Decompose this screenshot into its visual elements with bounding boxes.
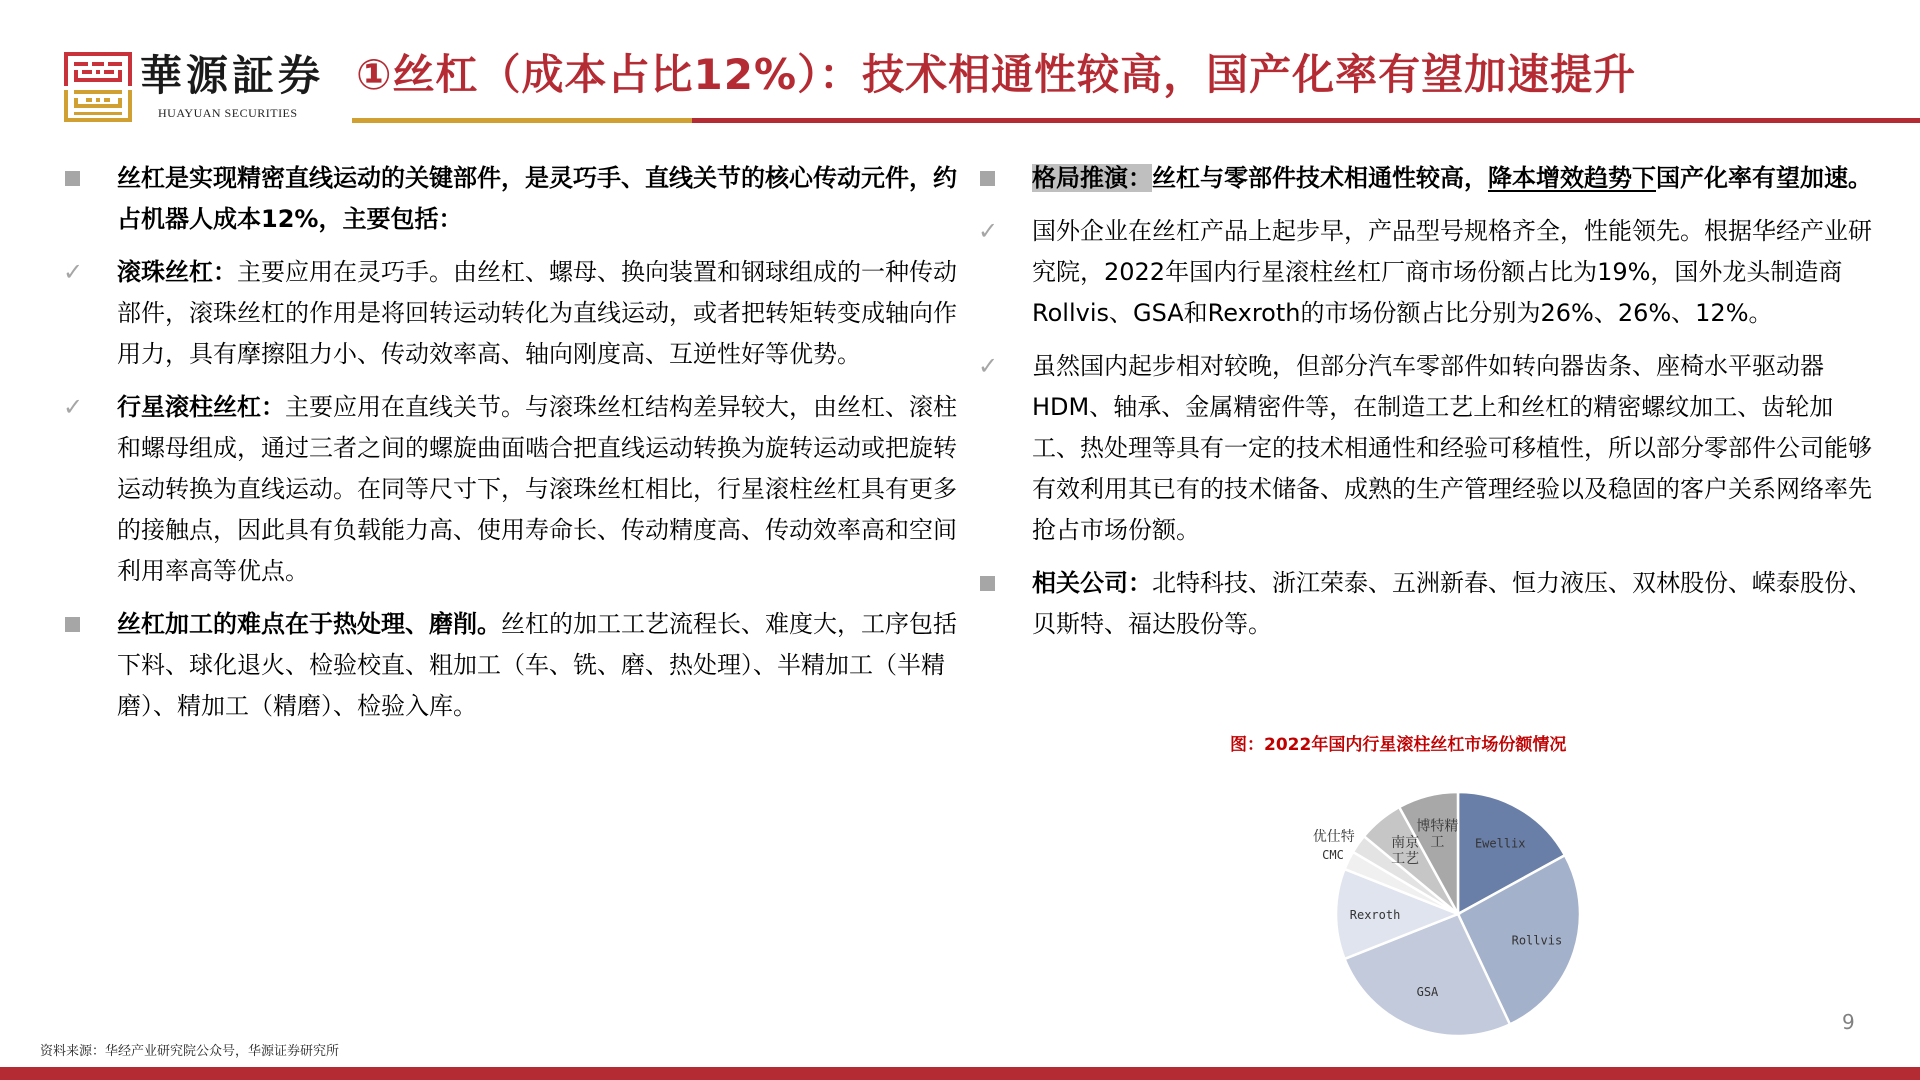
source-note: 资料来源：华经产业研究院公众号，华源证券研究所 bbox=[40, 1044, 340, 1059]
bullet-item bbox=[60, 604, 960, 727]
pie-slice-label: 博特精工 bbox=[1416, 818, 1459, 851]
huayuan-logo-icon bbox=[62, 50, 134, 124]
item-body: 北特科技、浙江荣泰、五洲新春、恒力液压、双林股份、嵘泰股份、贝斯特、福达股份等。 bbox=[1032, 569, 1872, 638]
square-bullet-icon bbox=[975, 158, 1015, 199]
bullet-bold-text: 丝杠是实现精密直线运动的关键部件，是灵巧手、直线关节的核心传动元件，约占机器人成本12%，主要包括： bbox=[117, 164, 957, 233]
item-heading: 行星滚柱丝杠： bbox=[117, 393, 285, 421]
pie-slice-label: 南京工艺 bbox=[1391, 835, 1420, 868]
header-rule-gold bbox=[352, 118, 692, 123]
pie-slice-label: Rollvis bbox=[1511, 933, 1563, 948]
pie-slice-label: Ewellix bbox=[1474, 836, 1526, 851]
brand-name-cn: 華源証券 bbox=[140, 51, 325, 100]
item-heading: 相关公司： bbox=[1032, 569, 1152, 597]
check-item bbox=[60, 252, 960, 375]
check-item bbox=[60, 387, 960, 592]
highlight-label: 格局推演： bbox=[1032, 164, 1152, 192]
page-number: 9 bbox=[1842, 1010, 1855, 1034]
pie-slice-label: Rexroth bbox=[1349, 908, 1401, 922]
underlined-phrase: 降本增效趋势下 bbox=[1488, 164, 1656, 192]
item-body: 虽然国内起步相对较晚，但部分汽车零部件如转向器齿条、座椅水平驱动器HDM、轴承、金属精密件等，在制造工艺上和丝杠的精密螺纹加工、齿轮加工、热处理等具有一定的技术相通性和经验可移植性，所以部分零部件公司能够有效利用其已有的技术储备、成熟的生产管理经验以及稳固的客户关系网络率先抢占市场份额。 bbox=[1032, 352, 1872, 544]
market-share-pie-chart bbox=[1300, 780, 1600, 1050]
chart-title: 图：2022年国内行星滚柱丝杠市场份额情况 bbox=[1230, 735, 1567, 755]
checkmark-icon: ✓ bbox=[63, 258, 84, 286]
bullet-item bbox=[975, 158, 1875, 199]
pie-slice-label: GSA bbox=[1416, 985, 1439, 1000]
page-title: ①丝杠（成本占比12%）：技术相通性较高，国产化率有望加速提升 bbox=[356, 50, 1637, 99]
check-item bbox=[975, 346, 1875, 551]
bullet-item bbox=[975, 563, 1875, 645]
brand bbox=[140, 52, 324, 121]
item-body: 主要应用在灵巧手。由丝杠、螺母、换向装置和钢球组成的一种传动部件，滚珠丝杠的作用是将回转运动转化为直线运动，或者把转矩转变成轴向作用力，具有摩擦阻力小、传动效率高、轴向刚度高、互逆性好等优势。 bbox=[117, 258, 957, 368]
item-heading: 滚珠丝杠： bbox=[117, 258, 237, 286]
bullet-item bbox=[60, 158, 960, 240]
check-item bbox=[975, 211, 1875, 334]
checkmark-icon: ✓ bbox=[978, 352, 999, 380]
item-heading-tail: 国产化率有望加速。 bbox=[1656, 164, 1872, 192]
item-heading: 丝杠与零部件技术相通性较高， bbox=[1152, 164, 1488, 192]
item-heading: 丝杠加工的难点在于热处理、磨削。 bbox=[117, 610, 501, 638]
right-column bbox=[975, 158, 1875, 657]
brand-name-en: HUAYUAN SECURITIES bbox=[158, 106, 298, 120]
footer-bar bbox=[0, 1067, 1920, 1080]
pie-slice-label: 优仕特 bbox=[1312, 828, 1355, 845]
checkmark-icon: ✓ bbox=[63, 393, 84, 421]
square-bullet-icon bbox=[60, 604, 100, 645]
checkmark-icon: ✓ bbox=[978, 217, 999, 245]
square-bullet-icon bbox=[60, 158, 100, 199]
header-rule-red bbox=[692, 118, 1920, 123]
left-column bbox=[60, 158, 960, 739]
pie-slice-label: CMC bbox=[1322, 848, 1344, 863]
item-body: 丝杠的加工工艺流程长、难度大，工序包括下料、球化退火、检验校直、粗加工（车、铣、磨、热处理）、半精加工（半精磨）、精加工（精磨）、检验入库。 bbox=[117, 610, 957, 720]
item-body: 主要应用在直线关节。与滚珠丝杠结构差异较大，由丝杠、滚柱和螺母组成，通过三者之间的螺旋曲面啮合把直线运动转换为旋转运动或把旋转运动转换为直线运动。在同等尺寸下，与滚珠丝杠相比，行星滚柱丝杠具有更多的接触点，因此具有负载能力高、使用寿命长、传动精度高、传动效率高和空间利用率高等优点。 bbox=[117, 393, 957, 585]
square-bullet-icon bbox=[975, 563, 1015, 604]
item-body: 国外企业在丝杠产品上起步早，产品型号规格齐全，性能领先。根据华经产业研究院，2022年国内行星滚柱丝杠厂商市场份额占比为19%，国外龙头制造商Rollvis、GSA和Rexroth的市场份额占比分别为26%、26%、12%。 bbox=[1032, 217, 1872, 327]
